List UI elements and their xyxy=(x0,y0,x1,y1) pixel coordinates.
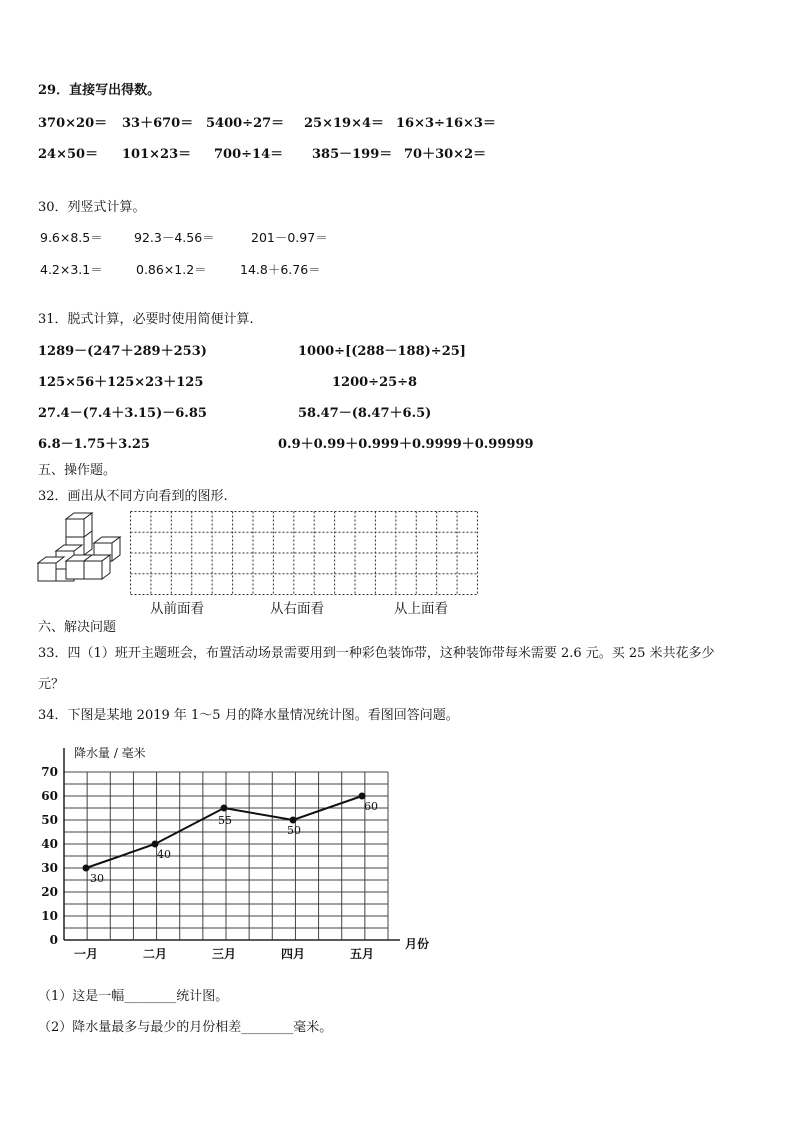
data-point xyxy=(221,805,228,812)
q29-item: 25×19×4＝ xyxy=(304,116,385,131)
y-tick-label: 40 xyxy=(41,837,58,851)
q34-sub1: （1）这是一幅________统计图。 xyxy=(38,989,229,1004)
q31-item: 1200÷25÷8 xyxy=(332,375,418,390)
y-tick-label: 60 xyxy=(41,789,58,803)
q31-title: 31．脱式计算，必要时使用简便计算. xyxy=(38,312,254,327)
q31-item: 125×56＋125×23＋125 xyxy=(38,375,204,390)
q29-item: 370×20＝ xyxy=(38,116,108,131)
q33-line1: 33．四（1）班开主题班会，布置活动场景需要用到一种彩色装饰带，这种装饰带每米需要 2.6 元。买 25 米共花多少 xyxy=(38,646,715,661)
data-point xyxy=(290,817,297,824)
data-point xyxy=(152,841,159,848)
x-tick-label: 三月 xyxy=(211,947,237,961)
q31-item: 27.4－(7.4＋3.15)－6.85 xyxy=(38,406,207,421)
data-label: 60 xyxy=(364,800,378,813)
view-label-front: 从前面看 xyxy=(150,601,204,617)
q31-item: 6.8－1.75＋3.25 xyxy=(38,437,150,452)
q30-item: 14.8＋6.76＝ xyxy=(240,262,321,277)
q29-item: 700÷14＝ xyxy=(214,147,284,162)
data-point xyxy=(359,793,366,800)
q30-item: 9.6×8.5＝ xyxy=(40,230,103,245)
x-axis-label: 月份 xyxy=(405,937,430,951)
q30-item: 92.3－4.56＝ xyxy=(134,230,215,245)
q31-item: 0.9＋0.99＋0.999＋0.9999＋0.99999 xyxy=(278,437,534,452)
q31-item: 58.47－(8.47＋6.5) xyxy=(298,406,432,421)
q30-item: 201－0.97＝ xyxy=(251,230,328,245)
q29-item: 70＋30×2＝ xyxy=(404,147,487,162)
q29-item: 5400÷27＝ xyxy=(206,116,285,131)
q33-line2: 元？ xyxy=(38,677,65,692)
q32-title: 32．画出从不同方向看到的图形. xyxy=(38,489,228,504)
x-tick-label: 二月 xyxy=(142,947,168,961)
q31-item: 1000÷[(288－188)÷25] xyxy=(298,344,466,359)
y-tick-label: 20 xyxy=(41,885,58,899)
x-tick-label: 五月 xyxy=(349,947,375,961)
y-tick-label: 10 xyxy=(41,909,58,923)
data-label: 50 xyxy=(287,824,301,837)
data-point xyxy=(83,865,90,872)
y-tick-label: 70 xyxy=(41,765,58,779)
q31-item: 1289－(247＋289＋253) xyxy=(38,344,207,359)
y-tick-label: 50 xyxy=(41,813,58,827)
section-heading: 六、解决问题 xyxy=(38,620,117,635)
data-label: 30 xyxy=(90,872,104,885)
q34-title: 34．下图是某地 2019 年 1～5 月的降水量情况统计图。看图回答问题。 xyxy=(38,708,459,723)
q29-item: 33＋670＝ xyxy=(122,116,194,131)
y-tick-label: 30 xyxy=(41,861,58,875)
data-label: 55 xyxy=(218,814,232,827)
q29-item: 16×3÷16×3＝ xyxy=(396,116,496,131)
data-label: 40 xyxy=(157,848,171,861)
q30-item: 4.2×3.1＝ xyxy=(40,262,103,277)
y-tick-label: 0 xyxy=(49,933,58,947)
view-label-top: 从上面看 xyxy=(394,601,448,617)
y-axis-label: 降水量 / 毫米 xyxy=(74,746,146,760)
q29-item: 385－199＝ xyxy=(312,147,393,162)
q29-item: 101×23＝ xyxy=(122,147,192,162)
q30-title: 30．列竖式计算。 xyxy=(38,200,146,215)
section-heading: 五、操作题。 xyxy=(38,463,117,478)
view-label-right: 从右面看 xyxy=(270,601,324,617)
q29-item: 24×50＝ xyxy=(38,147,99,162)
x-tick-label: 四月 xyxy=(280,947,306,961)
q30-item: 0.86×1.2＝ xyxy=(136,262,207,277)
q34-sub2: （2）降水量最多与最少的月份相差________毫米。 xyxy=(38,1020,333,1035)
q29-title: 29．直接写出得数。 xyxy=(38,83,161,98)
x-tick-label: 一月 xyxy=(73,947,99,961)
